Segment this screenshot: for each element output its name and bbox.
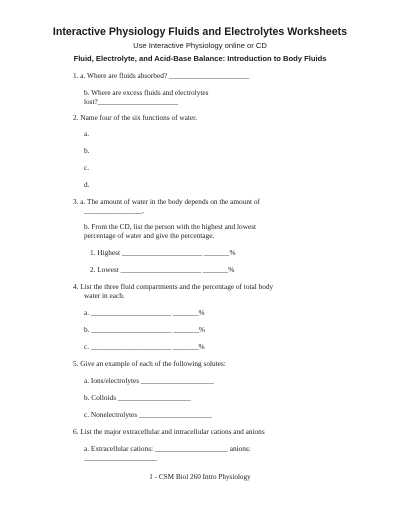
question-5: 5. Give an example of each of the following solutes: [73, 359, 226, 368]
question-4a: a. ______________________ _______% [84, 308, 205, 317]
question-4-line1: 4. List the three fluid compartments and the percentage of total body [73, 282, 274, 291]
question-2: 2. Name four of the six functions of water. [73, 113, 198, 122]
question-2a: a. [84, 129, 90, 138]
question-2d: d. [84, 180, 90, 189]
question-2b: b. [84, 146, 90, 155]
question-6a-line2: ____________________ [84, 453, 157, 462]
question-3a-line1: 3. a. The amount of water in the body depends on the amount of [73, 197, 260, 206]
question-4c: c. ______________________ _______% [84, 342, 205, 351]
question-1a: 1. a. Where are fluids absorbed? ______________________ [73, 71, 250, 80]
question-4b: b. ______________________ _______% [84, 325, 206, 334]
question-3b-line1: b. From the CD, list the person with the highest and lowest [84, 222, 257, 231]
question-2c: c. [84, 163, 90, 172]
question-4-line2: water in each. [84, 291, 125, 300]
worksheet-title: Interactive Physiology Fluids and Electrolytes Worksheets [52, 26, 348, 38]
question-5a: a. Ions/electrolytes ____________________ [84, 376, 214, 385]
question-5b: b. Colloids ____________________ [84, 393, 191, 402]
question-6a-line1: a. Extracellular cations: ____________________ anions: [84, 444, 251, 453]
question-3b-line2: percentage of water and give the percentage. [84, 231, 215, 240]
section-heading: Fluid, Electrolyte, and Acid-Base Balance: Introduction to Body Fluids [73, 54, 327, 63]
question-1b-line2: lost?______________________ [84, 97, 179, 106]
question-5c: c. Nonelectrolytes ____________________ [84, 410, 212, 419]
worksheet-subtitle: Use Interactive Physiology online or CD [133, 41, 267, 50]
question-6: 6. List the major extracellular and intracellular cations and anions [73, 427, 265, 436]
question-3-highest: 1. Highest ______________________ _______% [90, 248, 236, 257]
page-footer: 1 - CSM Biol 260 Intro Physiology [149, 473, 251, 481]
question-3a-line2: ________________. [84, 206, 145, 215]
question-3-lowest: 2. Lowest ______________________ _______% [90, 265, 235, 274]
question-1b-line1: b. Where are excess fluids and electrolytes [84, 88, 209, 97]
